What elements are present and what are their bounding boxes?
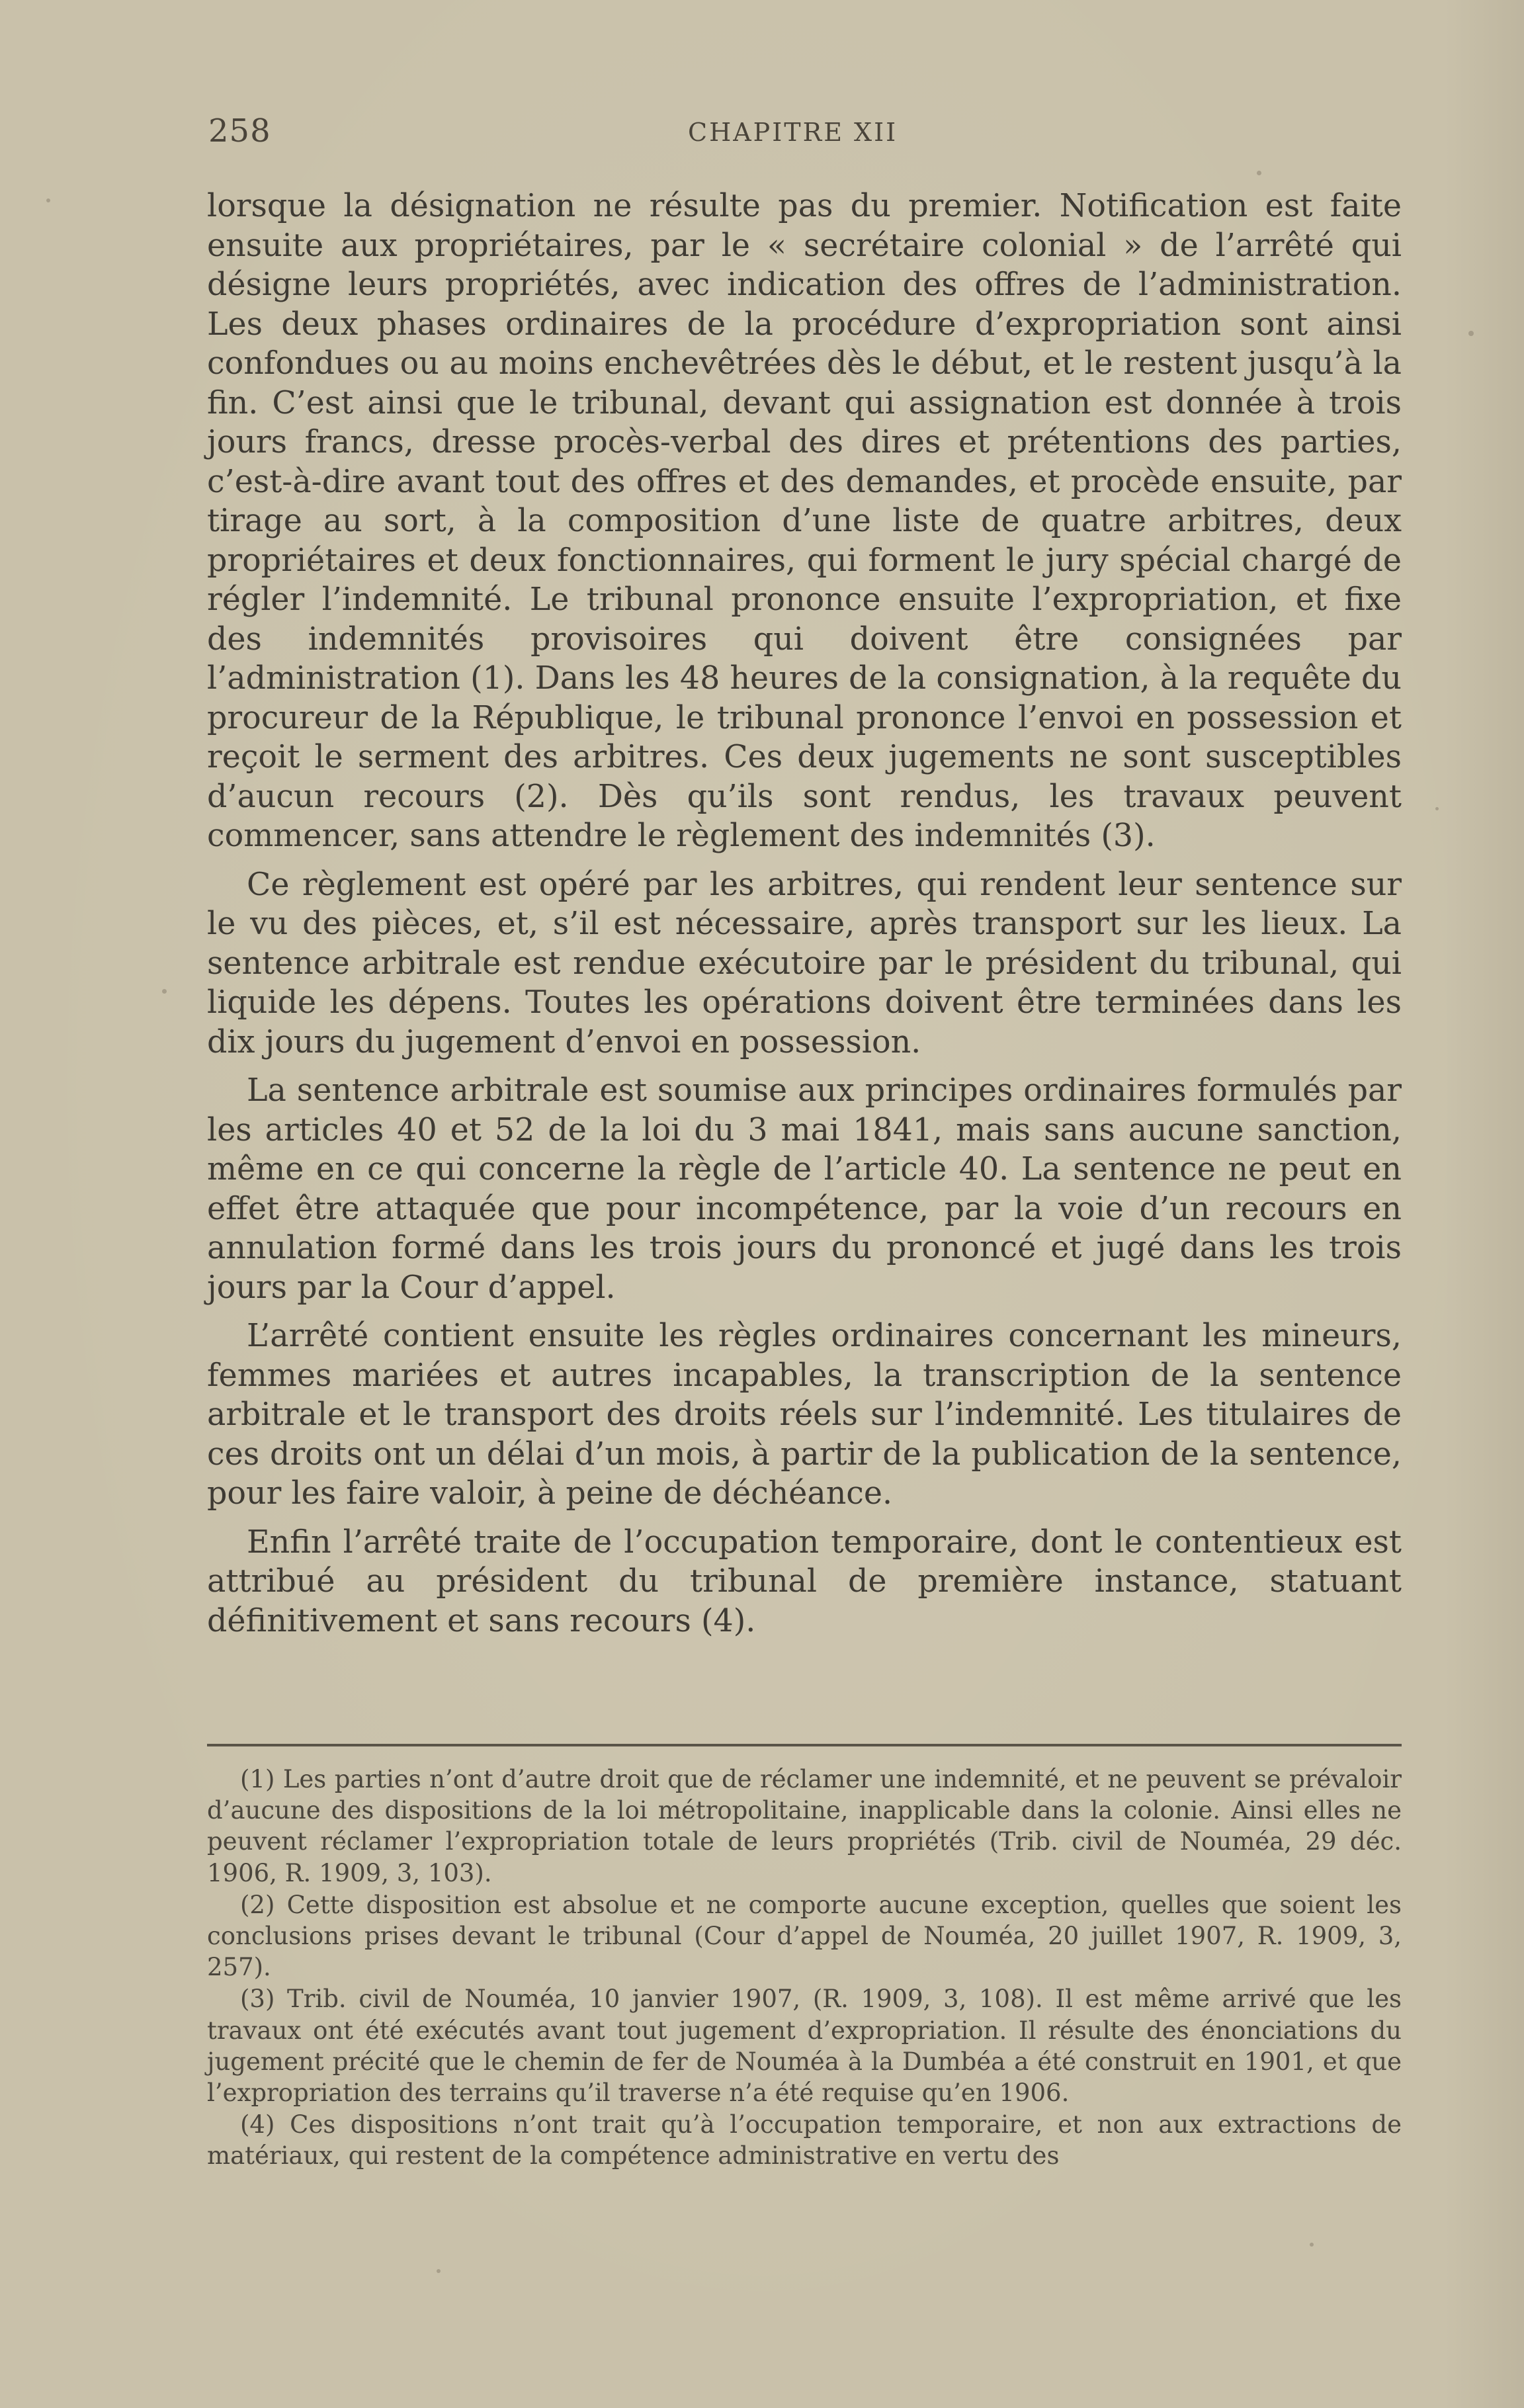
- footnote: (3) Trib. civil de Nouméa, 10 janvier 1907, (R. 1909, 3, 108). Il est même arrivé que les travaux ont été exécutés avant tout jugement d’expropriation. Il résulte des énonciations du jugement précité que le chemin de fer de Nouméa à la Dumbéa a été construit en 1901, et que l’expropriation des terrains qu’il traverse n’a été requise qu’en 1906.: [207, 1985, 1402, 2108]
- footnotes: [207, 1764, 1402, 2172]
- footnote-rule: [207, 1744, 1402, 1746]
- body-text: [207, 187, 1402, 1650]
- page-header: [208, 112, 1399, 159]
- page-number: 258: [208, 112, 271, 150]
- paragraph: L’arrêté contient ensuite les règles ordinaires concernant les mineurs, femmes mariées et autres incapables, la transcription de la sentence arbitrale et le transport des droits réels sur l’indemnité. Les titulaires de ces droits ont un délai d’un mois, à partir de la publication de la sentence, pour les faire valoir, à peine de déchéance.: [207, 1318, 1402, 1512]
- running-head: CHAPITRE XII: [688, 118, 898, 147]
- footnote: (1) Les parties n’ont d’autre droit que de réclamer une indemnité, et ne peuvent se prévaloir d’aucune des dispositions de la loi métropolitaine, inapplicable dans la colonie. Ainsi elles ne peuvent réclamer l’expropriation totale de leurs propriétés (Trib. civil de Nouméa, 29 déc. 1906, R. 1909, 3, 103).: [207, 1765, 1402, 1887]
- paragraph: lorsque la désignation ne résulte pas du premier. Notification est faite ensuite aux propriétaires, par le « secrétaire colonial » de l’arrêté qui désigne leurs propriétés, avec indication des offres de l’administration. Les deux phases ordinaires de la procédure d’expropriation sont ainsi confondues ou au moins enchevêtrées dès le début, et le restent jusqu’à la fin. C’est ainsi que le tribunal, devant qui assignation est donnée à trois jours francs, dresse procès-verbal des dires et prétentions des parties, c’est-à-dire avant tout des offres et des demandes, et procède ensuite, par tirage au sort, à la composition d’une liste de quatre arbitres, deux propriétaires et deux fonctionnaires, qui forment le jury spécial chargé de régler l’indemnité. Le tribunal prononce ensuite l’expropriation, et fixe des indemnités provisoires qui doivent être consignées par l’administration (1). Dans les 48 heures de la consignation, à la requête du procureur de la République, le tribunal prononce l’envoi en possession et reçoit le serment des arbitres. Ces deux jugements ne sont susceptibles d’aucun recours (2). Dès qu’ils sont rendus, les travaux peuvent commencer, sans attendre le règlement des indemnités (3).: [207, 188, 1402, 854]
- paper-speck: [1468, 331, 1474, 336]
- paper-speck: [46, 198, 50, 202]
- paragraph: Enfin l’arrêté traite de l’occupation temporaire, dont le contentieux est attribué au président du tribunal de première instance, statuant définitivement et sans recours (4).: [207, 1524, 1402, 1639]
- paper-speck: [1257, 171, 1261, 175]
- paragraph: Ce règlement est opéré par les arbitres, qui rendent leur sentence sur le vu des pièces, et, s’il est nécessaire, après transport sur les lieux. La sentence arbitrale est rendue exécutoire par le président du tribunal, qui liquide les dépens. Toutes les opérations doivent être terminées dans les dix jours du jugement d’envoi en possession.: [207, 866, 1402, 1060]
- paper-speck: [437, 2269, 441, 2273]
- page-edge-shadow: [1445, 0, 1524, 2408]
- footnote: (2) Cette disposition est absolue et ne comporte aucune exception, quelles que soient les conclusions prises devant le tribunal (Cour d’appel de Nouméa, 20 juillet 1907, R. 1909, 3, 257).: [207, 1890, 1402, 1982]
- paper-speck: [1310, 2243, 1314, 2247]
- paper-speck: [1435, 807, 1439, 810]
- footnote: (4) Ces dispositions n’ont trait qu’à l’occupation temporaire, et non aux extractions de matériaux, qui restent de la compétence administrative en vertu des: [207, 2110, 1402, 2171]
- paper-speck: [162, 989, 167, 994]
- paragraph: La sentence arbitrale est soumise aux principes ordinaires formulés par les articles 40 et 52 de la loi du 3 mai 1841, mais sans aucune sanction, même en ce qui concerne la règle de l’article 40. La sentence ne peut en effet être attaquée que pour incompétence, par la voie d’un recours en annulation formé dans les trois jours du prononcé et jugé dans les trois jours par la Cour d’appel.: [207, 1072, 1402, 1306]
